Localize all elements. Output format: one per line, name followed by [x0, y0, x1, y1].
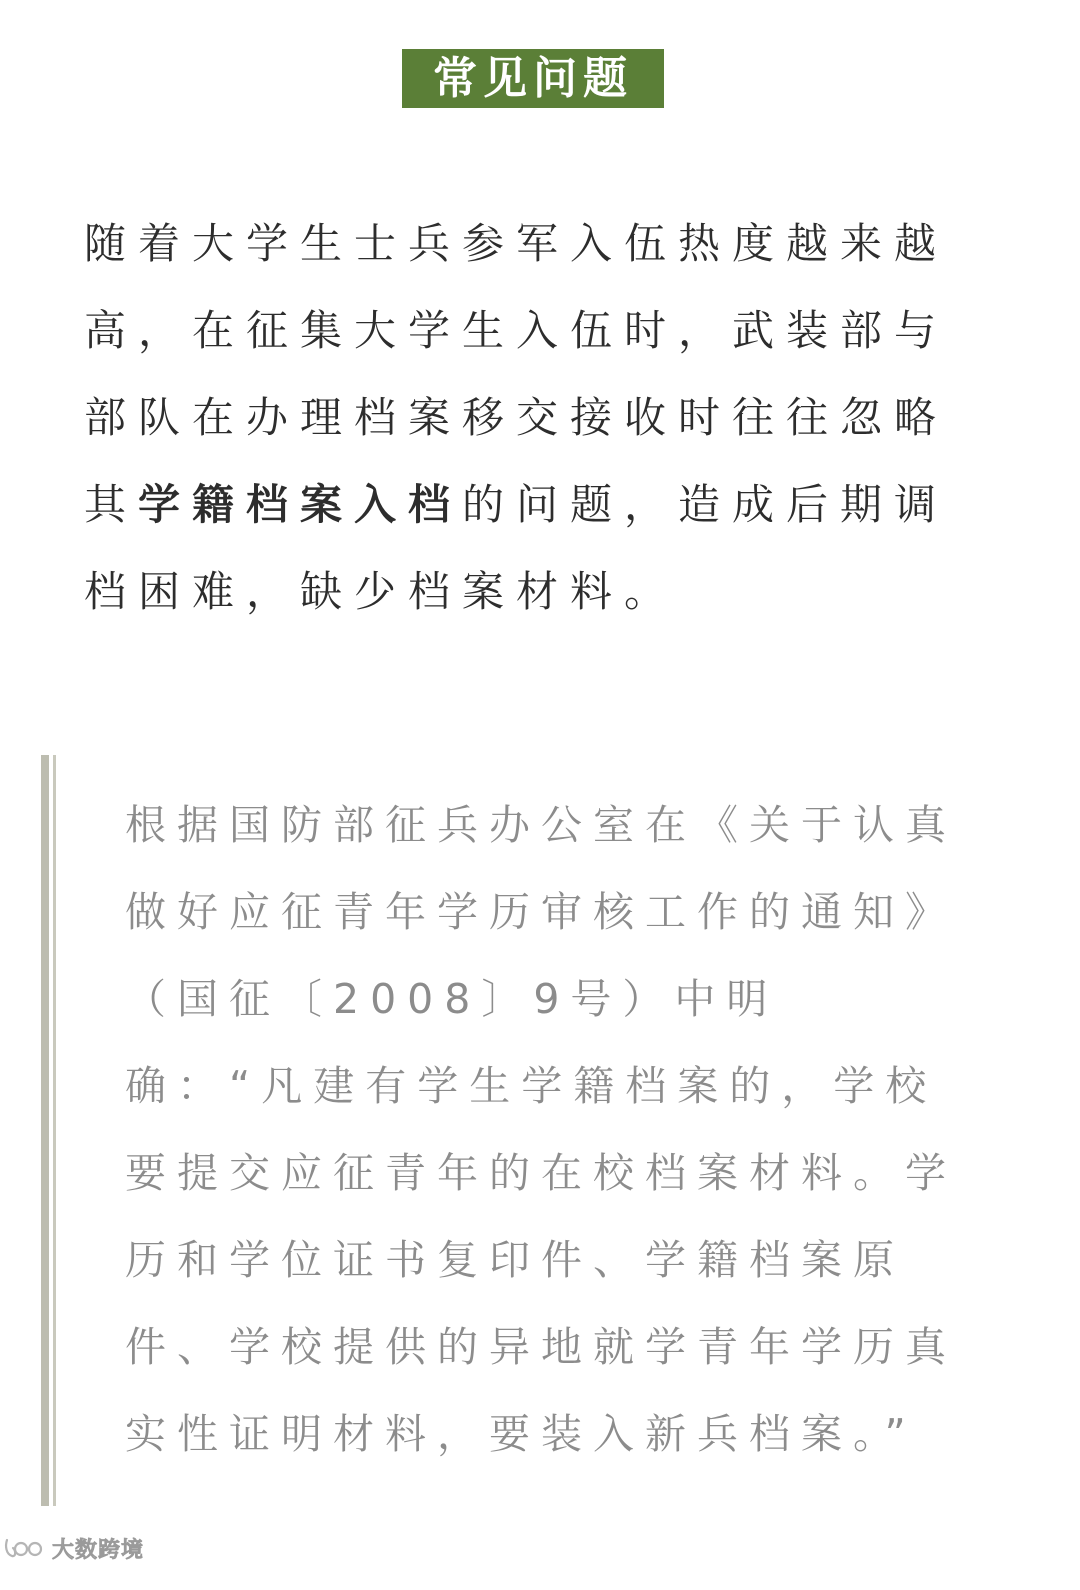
- brand-logo-icon: [4, 1536, 48, 1560]
- intro-text-after: 的问题，造成后期调档困难，缺少档案材料。: [84, 480, 949, 616]
- watermark-text: 大数跨境: [52, 1537, 145, 1563]
- section-title-badge: 常见问题: [402, 49, 664, 108]
- quote-bar: [41, 755, 49, 1506]
- intro-paragraph: [84, 200, 996, 635]
- intro-text-before: 随着大学生士兵参军入伍热度越来越高，在征集大学生入伍时，武装部与部队在办理档案移交接收时往往忽略其: [84, 219, 949, 529]
- blockquote-text: 根据国防部征兵办公室在《关于认真做好应征青年学历审核工作的通知》（国征〔2008〕9号）中明确：“凡建有学生学籍档案的，学校要提交应征青年的在校档案材料。学历和学位证书复印件、学籍档案原件、学校提供的异地就学青年学历真实性证明材料，要装入新兵档案。”: [125, 801, 957, 1458]
- intro-text-emphasis: 学籍档案入档: [138, 480, 463, 529]
- watermark: [4, 1533, 144, 1563]
- quote-bar-inner: [53, 755, 56, 1506]
